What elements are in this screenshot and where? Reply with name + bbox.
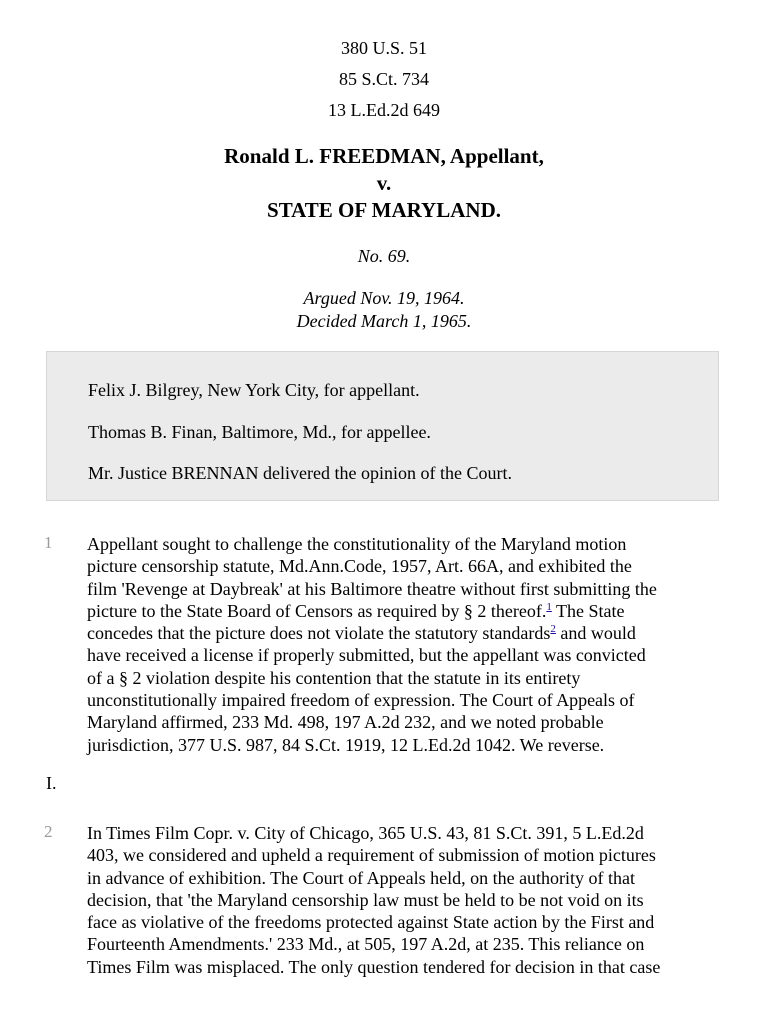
decided-date: Decided March 1, 1965. [296, 311, 472, 331]
appellee-name: STATE OF MARYLAND. [267, 198, 501, 222]
citation-us-reports: 380 U.S. 51 [340, 38, 427, 58]
counsel-appellee: Thomas B. Finan, Baltimore, Md., for appellee. [88, 422, 431, 442]
text-line: face as violative of the freedoms protected against State action by the First and [87, 912, 655, 933]
text-line: 403, we considered and upheld a requirement of submission of motion pictures [87, 845, 656, 866]
text-line: of a § 2 violation despite his contention that the statute in its entirety [87, 667, 581, 688]
text-segment: and would [555, 623, 636, 644]
paragraph-text [87, 822, 727, 978]
text-line: decision, that 'the Maryland censorship law must be held to be not void on its [87, 889, 644, 910]
counsel-appellant: Felix J. Bilgrey, New York City, for appellant. [88, 380, 420, 400]
section-heading: I. [46, 773, 57, 793]
paragraph-text [87, 533, 727, 756]
paragraph-number: 2 [44, 822, 53, 841]
text-segment: The State [551, 600, 625, 621]
counsel-box [46, 351, 719, 501]
citation-block [0, 33, 768, 126]
text-line [87, 622, 727, 644]
paragraph-number: 1 [44, 533, 53, 552]
case-caption [0, 143, 768, 224]
text-segment: picture to the State Board of Censors as required by § 2 thereof. [87, 600, 547, 621]
text-line: picture censorship statute, Md.Ann.Code, 1957, Art. 66A, and exhibited the [87, 556, 632, 577]
text-line: jurisdiction, 377 U.S. 987, 84 S.Ct. 1919, 12 L.Ed.2d 1042. We reverse. [87, 734, 605, 755]
citation-lawyers-edition: 13 L.Ed.2d 649 [328, 100, 440, 120]
text-line: Maryland affirmed, 233 Md. 498, 197 A.2d 232, and we noted probable [87, 712, 604, 733]
text-line: Times Film was misplaced. The only question tendered for decision in that case [87, 956, 661, 977]
citation-supreme-court-reporter: 85 S.Ct. 734 [338, 69, 430, 89]
docket-number: No. 69. [357, 246, 411, 266]
text-line: Appellant sought to challenge the constitutionality of the Maryland motion [87, 534, 627, 554]
text-line: Fourteenth Amendments.' 233 Md., at 505, 197 A.2d, at 235. This reliance on [87, 934, 645, 955]
footnote-link-1[interactable]: 1 [546, 600, 552, 613]
text-line: In Times Film Copr. v. City of Chicago, 365 U.S. 43, 81 S.Ct. 391, 5 L.Ed.2d [87, 823, 644, 843]
text-segment: concedes that the picture does not violate the statutory standards [87, 623, 551, 644]
text-line: have received a license if properly submitted, but the appellant was convicted [87, 645, 646, 666]
argument-dates [0, 287, 768, 333]
appellant-name: Ronald L. FREEDMAN, Appellant, [224, 144, 544, 168]
versus-label: v. [376, 171, 392, 195]
argued-date: Argued Nov. 19, 1964. [303, 288, 465, 308]
footnote-link-2[interactable]: 2 [550, 623, 556, 636]
opinion-author: Mr. Justice BRENNAN delivered the opinion of the Court. [88, 463, 512, 483]
text-line: in advance of exhibition. The Court of Appeals held, on the authority of that [87, 867, 636, 888]
text-line: film 'Revenge at Daybreak' at his Baltimore theatre without first submitting the [87, 578, 657, 599]
text-line [87, 600, 727, 622]
text-line: unconstitutionally impaired freedom of expression. The Court of Appeals of [87, 690, 635, 711]
